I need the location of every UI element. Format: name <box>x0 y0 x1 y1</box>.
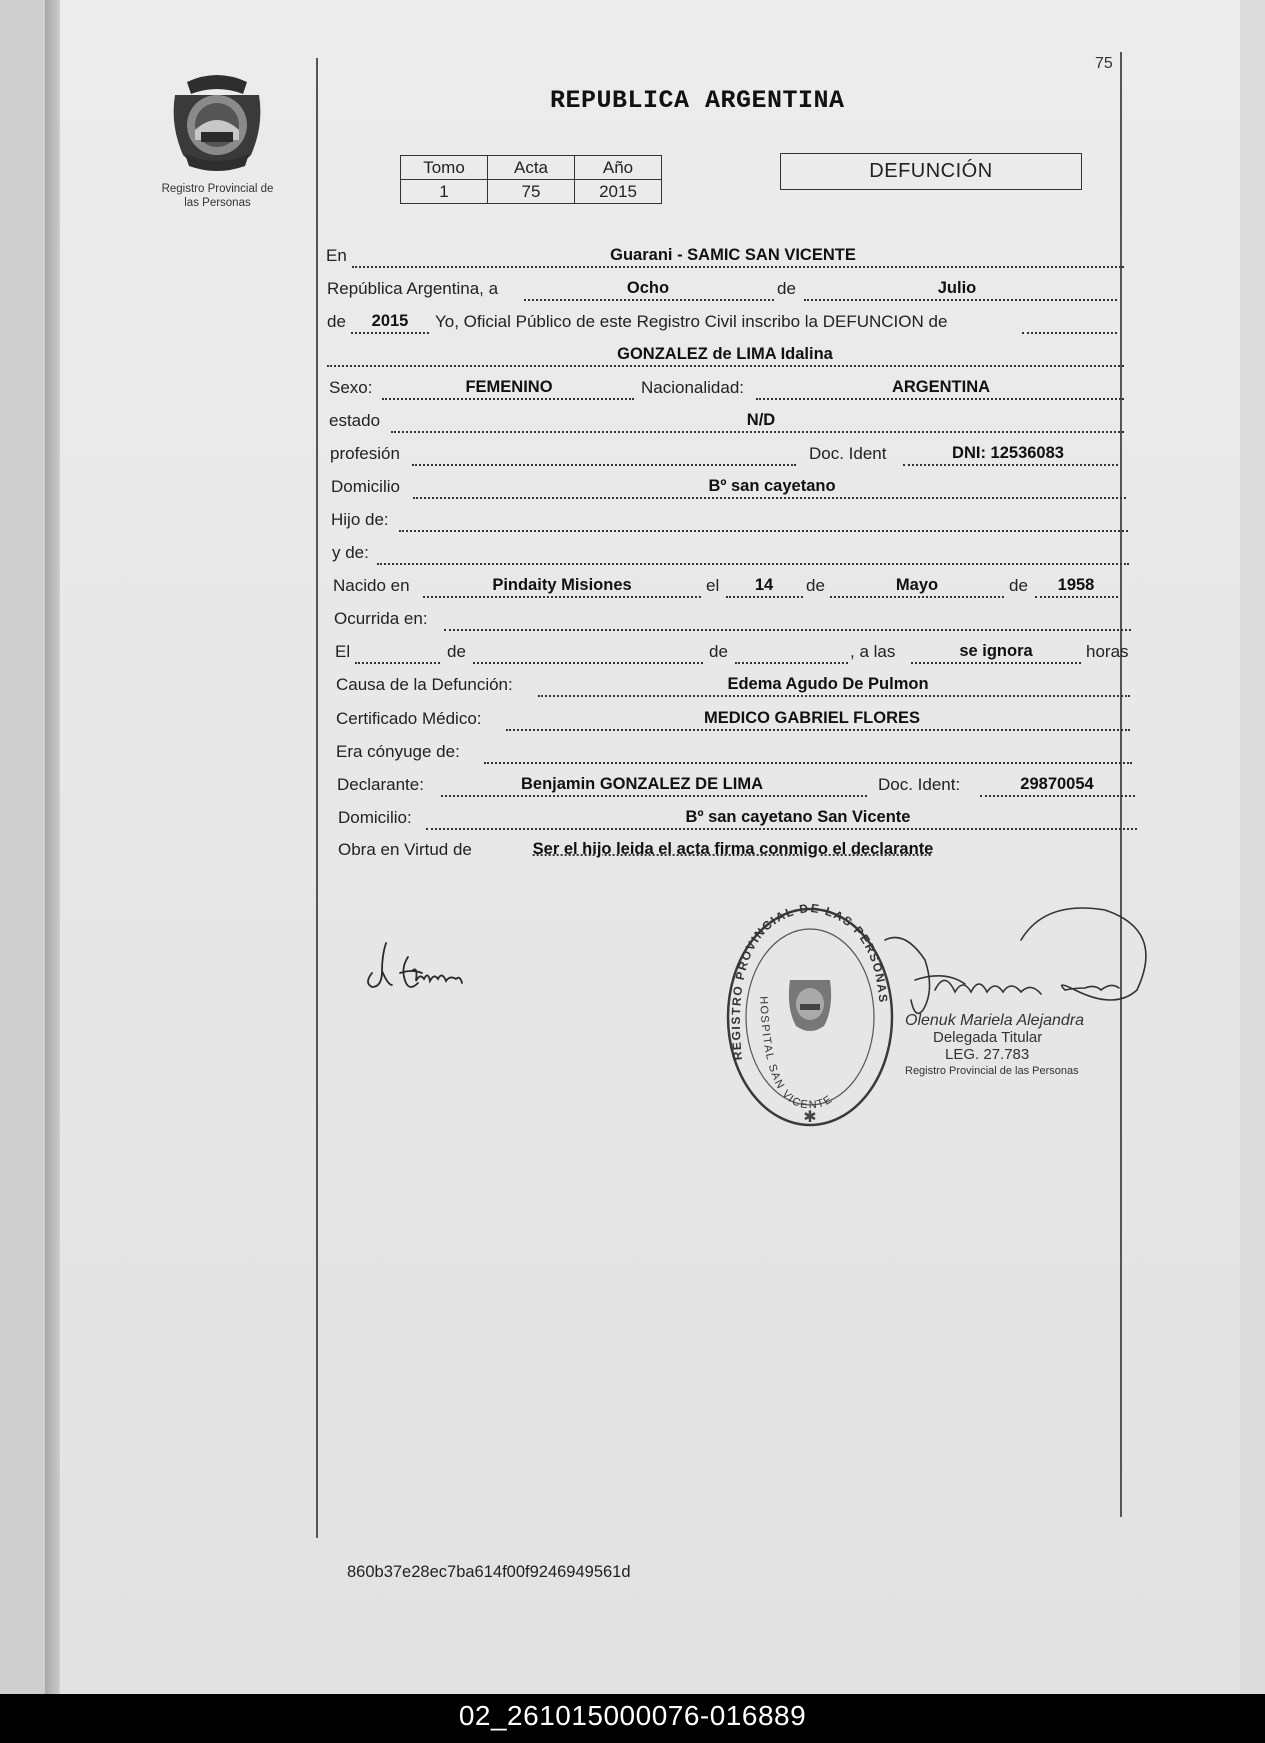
label-republica: República Argentina, a <box>327 279 499 298</box>
row-certificado <box>336 707 1130 731</box>
field-y-de-line <box>377 541 1129 565</box>
page-shadow <box>45 0 59 1694</box>
value-nombre: GONZALEZ de LIMA Idalina <box>617 345 833 363</box>
row-hijo-de <box>331 508 1128 532</box>
declarante-signature-strokes <box>368 943 462 987</box>
row-hora <box>335 640 1132 664</box>
value-declarante-doc: 29870054 <box>1020 775 1094 793</box>
label-estado: estado <box>329 411 381 430</box>
value-estado: N/D <box>746 411 776 429</box>
label-y-de: y de: <box>332 543 369 562</box>
registry-value-tomo: 1 <box>401 180 488 204</box>
value-dni: DNI: 12536083 <box>952 444 1064 462</box>
value-obra: Ser el hijo leida el acta firma conmigo el declarante <box>532 840 934 858</box>
row-fecha <box>327 277 1117 301</box>
row-causa <box>336 673 1130 697</box>
label-nacionalidad: Nacionalidad: <box>641 378 745 397</box>
value-causa: Edema Agudo De Pulmon <box>727 675 929 693</box>
field-el-line <box>355 640 440 664</box>
row-nombre <box>327 343 1124 367</box>
registry-header-row <box>401 156 662 180</box>
label-conyuge: Era cónyuge de: <box>336 742 460 761</box>
seal-emblem-icon <box>789 980 831 1031</box>
value-hora: se ignora <box>959 642 1033 660</box>
field-ocurrida-line <box>444 607 1131 631</box>
label-el: el <box>706 576 720 595</box>
registry-value-acta: 75 <box>488 180 575 204</box>
field-profesion-line <box>412 442 796 466</box>
provincia-misiones-emblem-icon <box>165 70 270 175</box>
value-sexo: FEMENINO <box>465 378 553 396</box>
label-hijo-de: Hijo de: <box>331 510 389 529</box>
official-signature <box>875 900 1160 1030</box>
value-nac-anio: 1958 <box>1057 576 1095 594</box>
official-signature-block <box>905 1012 1115 1080</box>
value-dia: Ocho <box>626 279 670 297</box>
label-domicilio: Domicilio <box>331 477 400 496</box>
field-defuncion-line <box>1022 310 1117 334</box>
document-hash: 860b37e28ec7ba614f00f9246949561d <box>347 1563 631 1581</box>
label-domicilio-2: Domicilio: <box>338 808 412 827</box>
value-certificado: MEDICO GABRIEL FLORES <box>703 709 921 727</box>
seal-ring-text-path: REGISTRO PROVINCIAL DE LAS PERSONAS <box>728 900 891 1061</box>
logo-caption <box>140 182 295 210</box>
label-de-1: de <box>777 279 796 298</box>
row-y-de <box>332 541 1129 565</box>
seal-inner-text-path: HOSPITAL SAN VICENTE <box>757 996 836 1112</box>
label-profesion: profesión <box>330 444 400 463</box>
label-de-2: de <box>327 312 346 331</box>
label-certificado: Certificado Médico: <box>336 709 482 728</box>
registry-value-row <box>401 180 662 204</box>
value-domicilio: Bº san cayetano <box>708 477 836 495</box>
row-lugar <box>326 244 1124 268</box>
row-inscripcion <box>327 310 1117 334</box>
registry-header-acta: Acta <box>488 156 575 180</box>
official-seal-stamp <box>720 900 900 1135</box>
label-obra: Obra en Virtud de <box>338 840 472 859</box>
row-declarante-domicilio <box>338 806 1137 830</box>
value-anio: 2015 <box>371 312 409 330</box>
page-title: REPUBLICA ARGENTINA <box>550 86 845 115</box>
left-margin-line <box>316 58 318 1538</box>
declarante-signature-text: d Lima <box>425 965 429 966</box>
value-nac-dia: 14 <box>754 576 774 594</box>
field-de-2-line <box>735 640 848 664</box>
row-sexo <box>329 376 1124 400</box>
label-doc-ident: Doc. Ident <box>809 444 887 463</box>
registry-table <box>400 155 662 204</box>
row-conyuge <box>336 740 1132 764</box>
logo-caption-line-1: Registro Provincial de <box>161 183 274 195</box>
row-nacido <box>333 574 1118 598</box>
row-obra <box>338 838 998 862</box>
declarante-signature <box>360 935 490 995</box>
label-yo-inscribo: Yo, Oficial Público de este Registro Civil inscribo la DEFUNCION de <box>435 312 948 331</box>
field-hijo-de-line <box>399 508 1128 532</box>
label-nacido-en: Nacido en <box>333 576 410 595</box>
field-conyuge-line <box>484 740 1132 764</box>
value-lugar: Guarani - SAMIC SAN VICENTE <box>610 246 856 264</box>
act-type-box: DEFUNCIÓN <box>780 153 1082 190</box>
label-a-las: , a las <box>850 642 896 661</box>
value-nacionalidad: ARGENTINA <box>891 378 991 396</box>
row-profesion <box>330 442 1118 466</box>
label-el-upper: El <box>335 642 351 661</box>
row-estado <box>329 409 1124 433</box>
label-horas: horas <box>1086 642 1129 661</box>
registry-header-tomo: Tomo <box>401 156 488 180</box>
field-de-line <box>473 640 703 664</box>
row-domicilio <box>331 475 1126 499</box>
label-sexo: Sexo: <box>329 378 373 397</box>
label-doc-ident-2: Doc. Ident: <box>878 775 961 794</box>
label-de-5: de <box>447 642 466 661</box>
official-name: Olenuk Mariela Alejandra <box>905 1012 1085 1029</box>
registry-header-anio: Año <box>575 156 662 180</box>
official-registry: Registro Provincial de las Personas <box>905 1065 1079 1077</box>
value-declarante: Benjamin GONZALEZ DE LIMA <box>520 775 764 793</box>
value-nac-mes: Mayo <box>895 576 939 594</box>
label-ocurrida-en: Ocurrida en: <box>334 609 428 628</box>
logo-caption-line-2: las Personas <box>184 197 251 209</box>
row-ocurrida <box>334 607 1131 631</box>
value-mes: Julio <box>937 279 977 297</box>
label-de-4: de <box>1009 576 1028 595</box>
label-de-3: de <box>806 576 825 595</box>
page-number: 75 <box>1095 55 1113 72</box>
label-en: En <box>326 246 347 265</box>
value-nacido-en: Pindaity Misiones <box>492 576 632 594</box>
label-declarante: Declarante: <box>337 775 424 794</box>
official-title: Delegada Titular <box>933 1029 1043 1046</box>
seal-star-icon: ✱ <box>803 1109 817 1126</box>
official-signature-strokes <box>885 908 1146 1013</box>
label-causa: Causa de la Defunción: <box>336 675 513 694</box>
value-declarante-domicilio: Bº san cayetano San Vicente <box>685 808 911 826</box>
page-right-edge <box>1240 0 1265 1694</box>
official-leg: LEG. 27.783 <box>945 1046 1030 1063</box>
label-de-6: de <box>709 642 728 661</box>
file-code: 02_261015000076-016889 <box>458 1700 807 1731</box>
row-declarante <box>337 773 1135 797</box>
registry-value-anio: 2015 <box>575 180 662 204</box>
